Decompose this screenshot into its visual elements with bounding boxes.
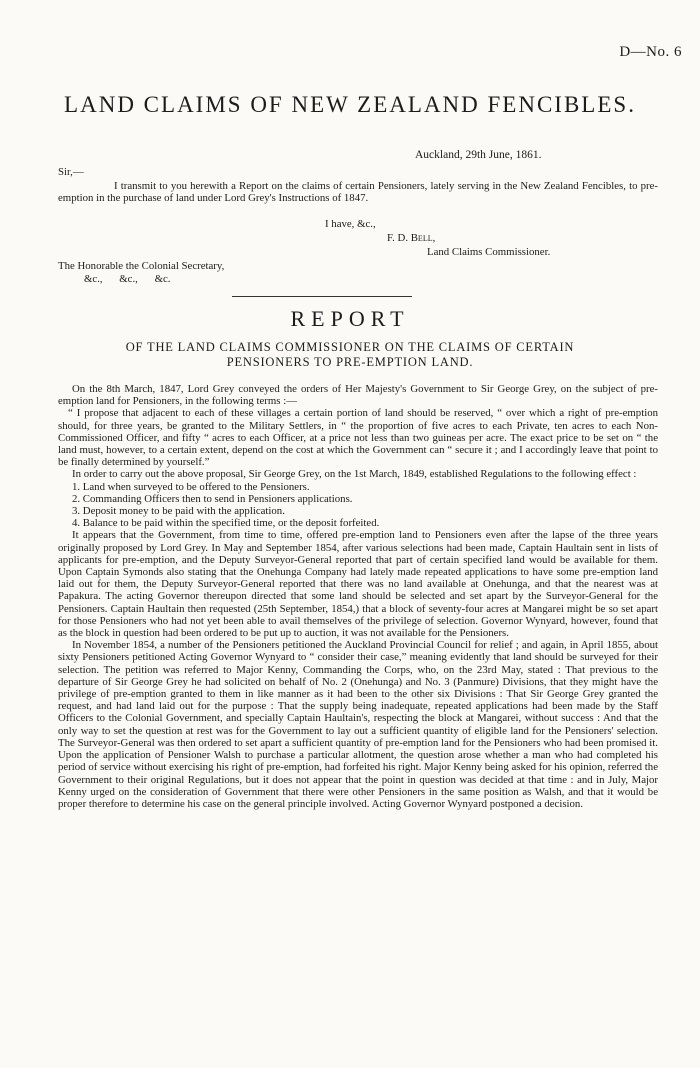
report-paragraph-4: In November 1854, a number of the Pensioners petitioned the Auckland Provincial Council for relief ; and again, in April 1855, about sixty Pensioners petitioned Acting Governor Wynyard to “ consider their case,” meaning evidently that land should be surveyed for their selection. The petition was referred to Major Kenny, Commanding the Corps, who, on the 23rd May, stated : That previous to the departure of Sir George Grey he had solicited on behalf of No. 2 (Onehunga) and No. 3 (Panmure) Divisions, that they might have the privilege of pre-emption granted to them in like manner as it had been to the other six Divisions : That Sir George Grey granted the request, and had land laid out for the purpose : That the supply being inadequate, repeated applications had been made by the Staff Officers to the Colonial Government, and specially Captain Haultain's, respecting the block at Mangarei, without success : And that the only way to set the question at rest was for the Government to lay out a sufficient quantity of eligible land for the Pensioners' selection. The Surveyor-General was then ordered to set apart a sufficient quantity of pre-emption land for the Pensioners who had been promised it. Upon the application of Pensioner Walsh to purchase a particular allotment, the question arose whether a man who had completed his period of service without exercising his right of pre-emption, had forfeited his right. Major Kenny being asked for his opinion, referred the Government to their original Regulations, but it does not appear that the point in question was decided at that time : and in July, Major Kenny urged on the consideration of Government that there were other Pensioners in the same position as Walsh, and that it would be proper therefore to determine his case on the general principle involved. Acting Governor Wynyard postponed a decision. bbox=[58, 639, 658, 810]
letter-addressee: The Honorable the Colonial Secretary, bbox=[58, 260, 225, 272]
report-paragraph-2: In order to carry out the above proposal, Sir George Grey, on the 1st March, 1849, established Regulations to the following effect : bbox=[72, 468, 637, 481]
report-paragraph-3: It appears that the Government, from time to time, offered pre-emption land to Pensioners even after the lapse of the three years originally proposed by Lord Grey. In May and September 1854, after various selections had been made, Captain Haultain sent in lists of applicants for pre-emption, and the Deputy Surveyor-General reported that part of certain specified land would be available for them. Upon Captain Symonds also stating that the Onehunga Company had lately made repeated applications to have some pre-emption land laid out for them, the Deputy Surveyor-General reported that there was no land available at Onehunga, and that the nearest was at Papakura. The acting Governor thereupon directed that some land should be selected and set apart by the Surveyor-General for the Pensioners. Captain Haultain then requested (25th September, 1854,) that a block of seventy-four acres at Mangarei might be so set apart for those Pensioners who had not yet been able to avail themselves of the privilege of selection. Governor Wynyard, however, found that as the block in question had been ordered to be put up to auction, it was not available for the Pensioners. bbox=[58, 529, 658, 640]
regulation-item-2: 2. Commanding Officers then to send in Pensioners applications. bbox=[72, 492, 353, 505]
letter-body: I transmit to you herewith a Report on the claims of certain Pensioners, lately serving in the New Zealand Fencibles, to pre-emption in the purchase of land under Lord Grey's Instructions of 1847. bbox=[58, 180, 658, 205]
report-subtitle-line-2: PENSIONERS TO PRE-EMPTION LAND. bbox=[226, 355, 474, 369]
document-title: LAND CLAIMS OF NEW ZEALAND FENCIBLES. bbox=[64, 92, 636, 117]
letter-salutation: Sir,— bbox=[58, 166, 84, 178]
report-subtitle bbox=[60, 340, 640, 370]
regulation-item-1: 1. Land when surveyed to be offered to the Pensioners. bbox=[72, 480, 310, 493]
section-divider bbox=[232, 296, 412, 297]
report-body bbox=[58, 383, 658, 810]
regulation-item-4: 4. Balance to be paid within the specified time, or the deposit forfeited. bbox=[72, 517, 380, 530]
letter-addressee-etc: &c., &c., &c. bbox=[84, 273, 171, 285]
regulation-item-3: 3. Deposit money to be paid with the application. bbox=[72, 505, 285, 518]
letter-signatory: F. D. Bell, bbox=[387, 232, 436, 244]
report-subtitle-line-1: OF THE LAND CLAIMS COMMISSIONER ON THE CLAIMS OF CERTAIN bbox=[125, 340, 575, 354]
report-quote: “ I propose that adjacent to each of these villages a certain portion of land should be reserved, “ over which a right of pre-emption should, for three years, be granted to the Military Settlers, in “ the proportion of five acres to each Private, ten acres to each Non-Commissioned Officer, and fifty “ acres to each Officer, at a price not less than two guineas per acre. The exact price to be set on “ the land must, however, to a certain extent, depend on the cost at which the Government can “ secure it ; and I accordingly leave that point to be finally determined by yourself.” bbox=[58, 407, 658, 469]
report-paragraph-1: On the 8th March, 1847, Lord Grey conveyed the orders of Her Majesty's Government to Sir George Grey, on the subject of pre-emption land for Pensioners, in the following terms :— bbox=[58, 383, 658, 408]
letter-date: Auckland, 29th June, 1861. bbox=[415, 149, 542, 161]
letter-signatory-title: Land Claims Commissioner. bbox=[427, 246, 551, 258]
page-reference: D—No. 6 bbox=[619, 44, 682, 60]
report-heading: REPORT bbox=[290, 306, 410, 331]
letter-closing: I have, &c., bbox=[325, 218, 376, 230]
